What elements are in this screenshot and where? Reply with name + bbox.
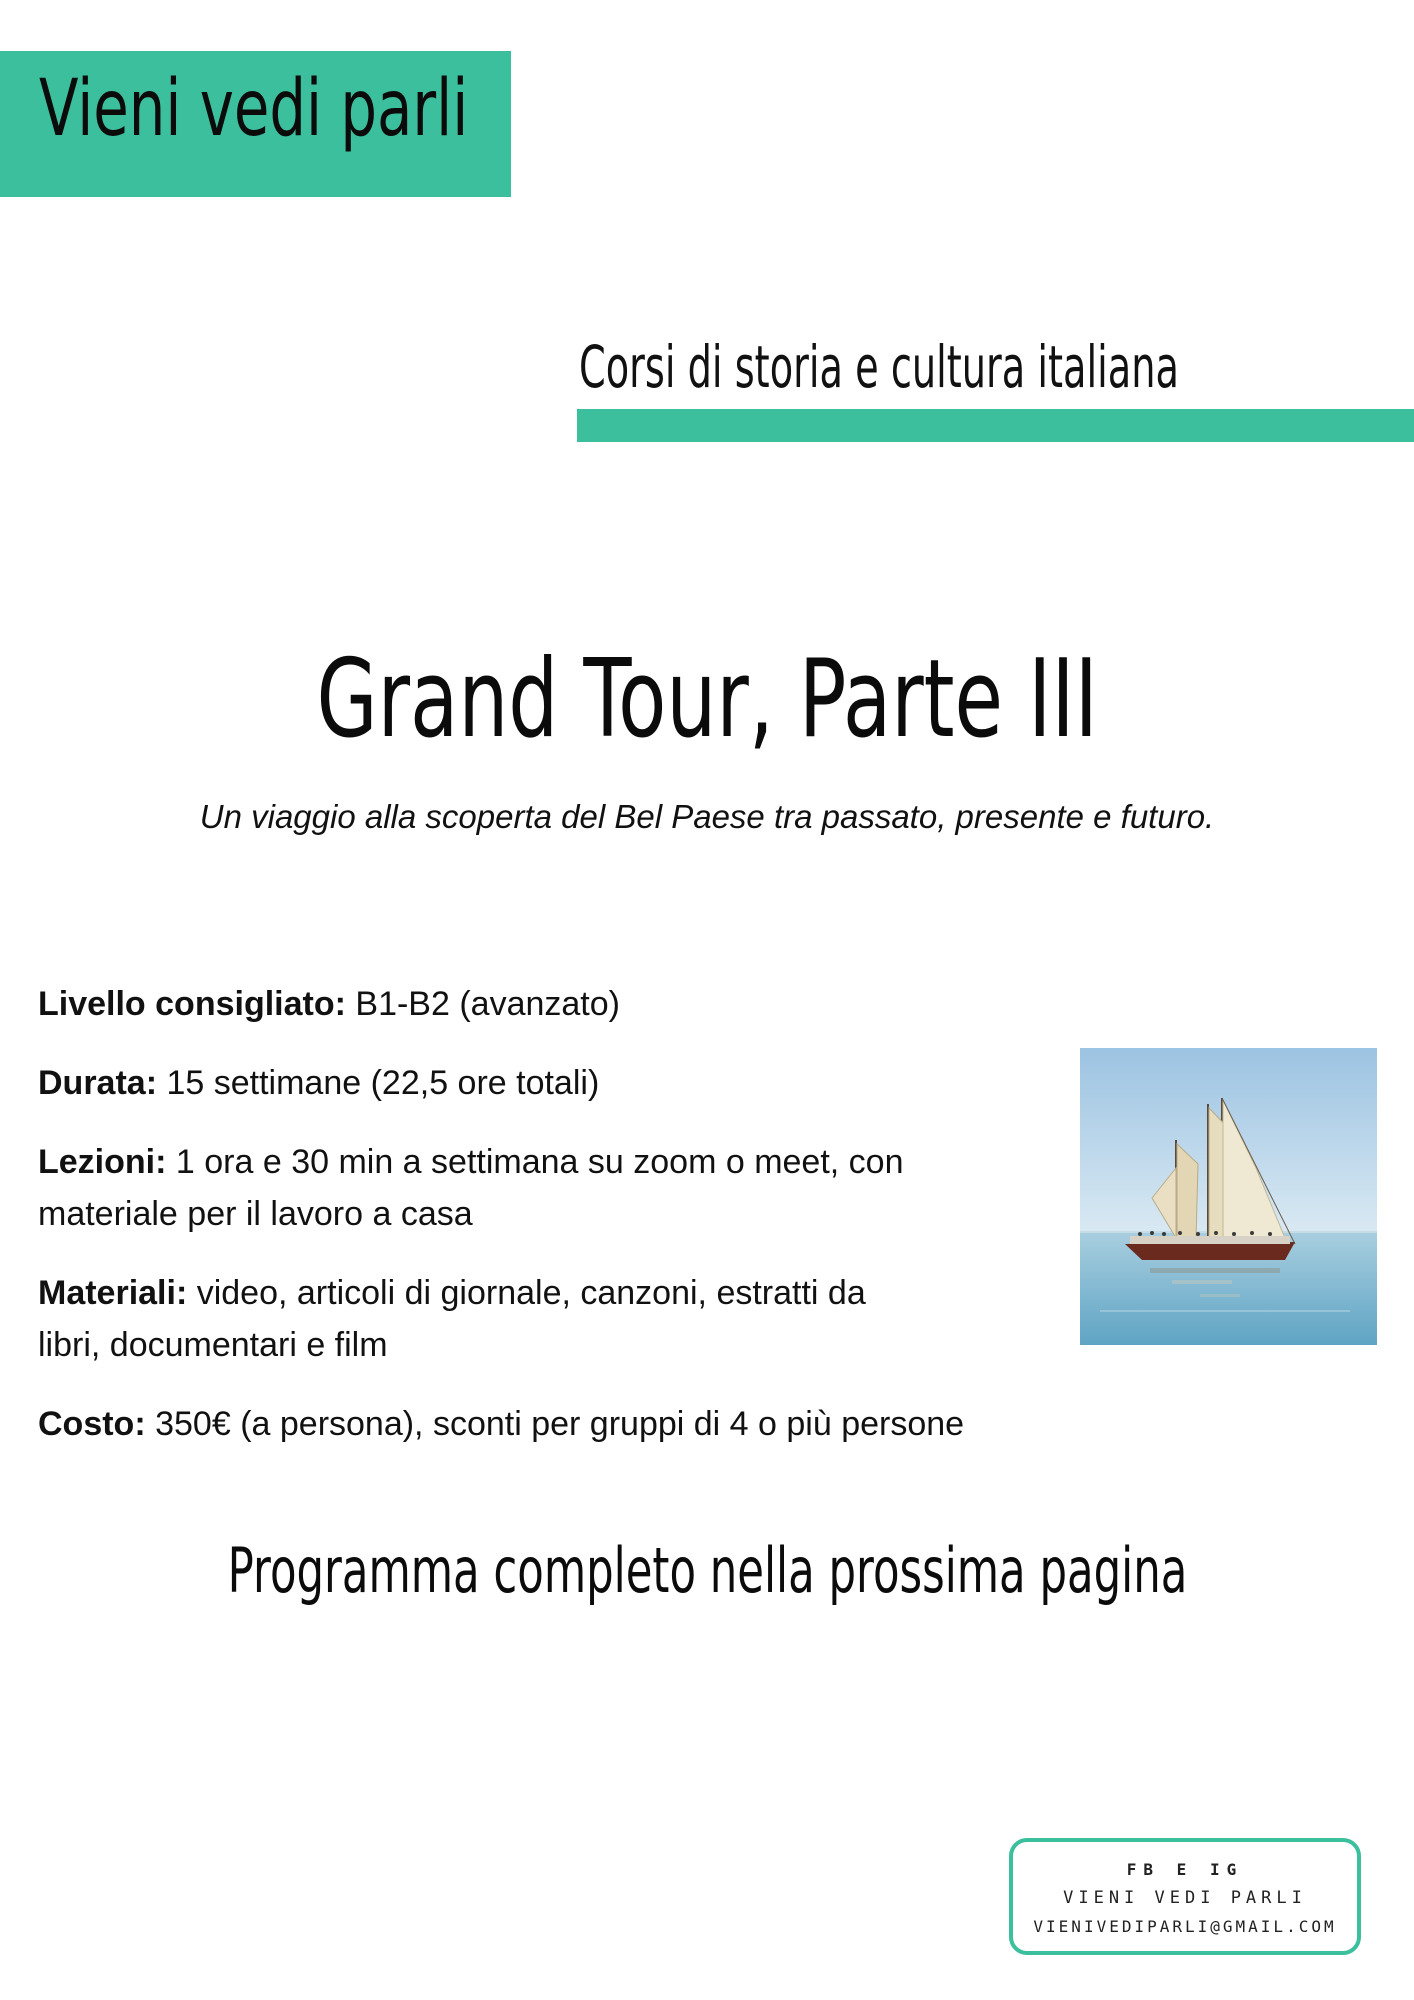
contact-handle: VIENI VEDI PARLI xyxy=(1063,1888,1307,1908)
detail-materials-value: video, articoli di giornale, canzoni, estratti da libri, documentari e film xyxy=(38,1274,866,1364)
contact-box xyxy=(1009,1838,1361,1955)
course-tagline: Un viaggio alla scoperta del Bel Paese tra passato, presente e futuro. xyxy=(199,798,1215,835)
next-page-notice xyxy=(0,1534,1414,1607)
detail-cost-label: Costo: xyxy=(38,1405,146,1443)
brand-title: Vieni vedi parli xyxy=(39,64,469,154)
detail-duration-value: 15 settimane (22,5 ore totali) xyxy=(166,1064,600,1102)
detail-cost xyxy=(38,1398,1078,1450)
sailing-ship-illustration xyxy=(1080,1048,1377,1345)
sailing-ship-photo xyxy=(1080,1048,1377,1345)
subtitle-underline-bar xyxy=(577,409,1414,442)
detail-lessons-label: Lezioni: xyxy=(38,1143,167,1181)
course-details xyxy=(38,978,1078,1477)
detail-level-value: B1-B2 (avanzato) xyxy=(355,985,620,1023)
contact-email: VIENIVEDIPARLI@GMAIL.COM xyxy=(1033,1917,1337,1936)
detail-level xyxy=(38,978,1078,1030)
detail-lessons xyxy=(38,1136,918,1240)
detail-materials-label: Materiali: xyxy=(38,1274,188,1312)
next-page-notice-text: Programma completo nella prossima pagina xyxy=(227,1534,1187,1607)
detail-cost-value: 350€ (a persona), sconti per gruppi di 4 o più persone xyxy=(155,1405,965,1443)
contact-social: FB E IG xyxy=(1126,1860,1244,1879)
detail-duration xyxy=(38,1057,1078,1109)
page-subtitle: Corsi di storia e cultura italiana xyxy=(579,333,1179,401)
course-title-text: Grand Tour, Parte III xyxy=(316,637,1098,762)
course-title xyxy=(0,637,1414,762)
detail-lessons-value: 1 ora e 30 min a settimana su zoom o meet, con materiale per il lavoro a casa xyxy=(38,1143,904,1233)
detail-duration-label: Durata: xyxy=(38,1064,158,1102)
detail-level-label: Livello consigliato: xyxy=(38,985,346,1023)
detail-materials xyxy=(38,1267,918,1371)
